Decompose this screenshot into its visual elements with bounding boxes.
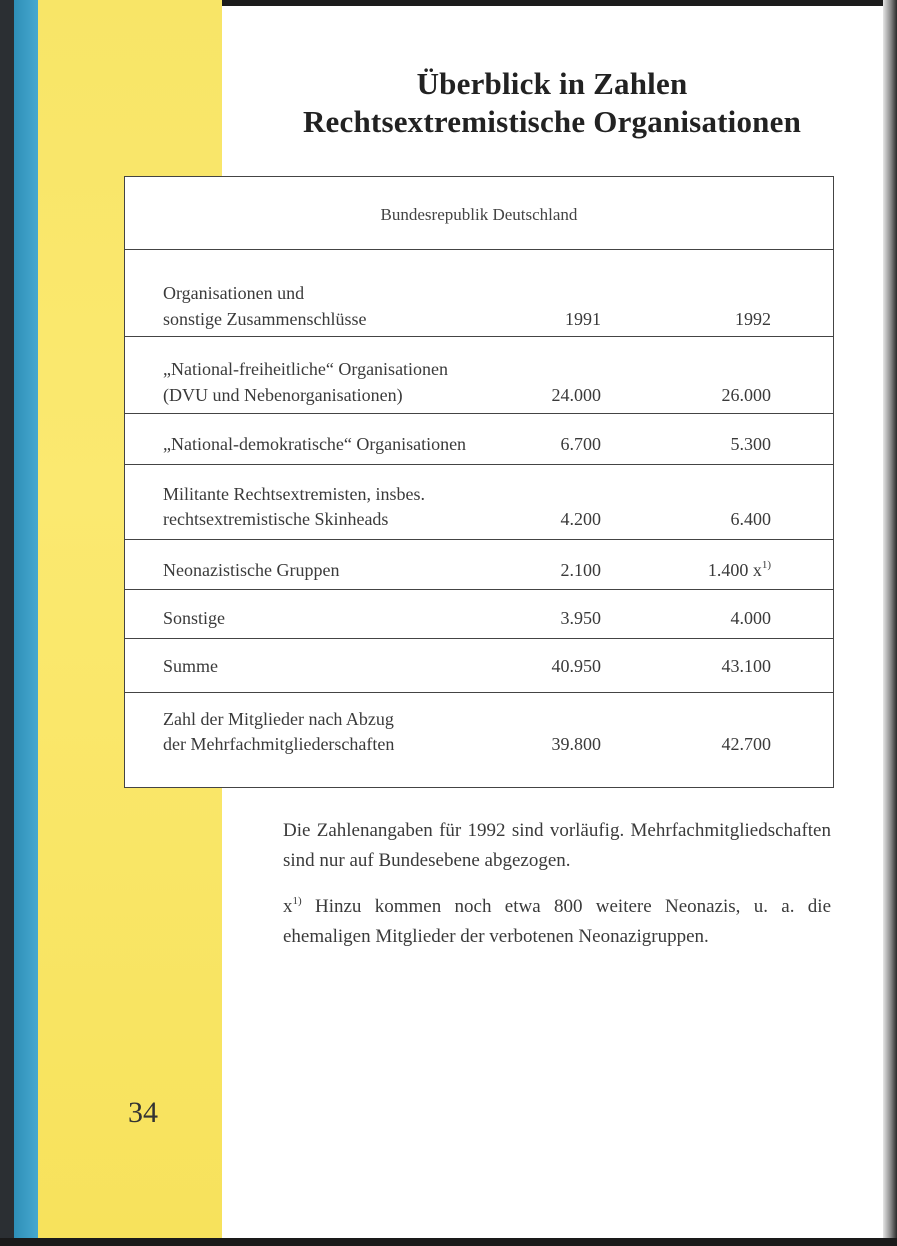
- page-title: Überblick in Zahlen: [416, 66, 688, 101]
- table-row-label: Summe: [163, 656, 219, 676]
- footnote-marker: 1): [761, 559, 771, 571]
- table-cell-1992: 42.700: [721, 734, 771, 754]
- scan-edge-right: [883, 0, 897, 1246]
- table-cell-1992: 4.000: [730, 608, 771, 628]
- table-cell-1991: 39.800: [551, 734, 601, 754]
- table-cell-1991: 4.200: [560, 509, 601, 529]
- table-row-label: Neonazistische Gruppen: [163, 560, 340, 580]
- table-row-label: „National-demokratische“ Organisationen: [163, 434, 467, 454]
- table-row-label: rechtsextremistische Skinheads: [163, 509, 389, 529]
- table-divider: [125, 539, 833, 540]
- table-cell-1992: [671, 558, 771, 582]
- table-divider: [125, 692, 833, 693]
- page-number: 34: [128, 1096, 158, 1129]
- footnote-marker-sup: 1): [292, 895, 302, 907]
- column-year-1992: 1992: [735, 309, 771, 329]
- table-cell-1991: 2.100: [560, 560, 601, 580]
- table-row-label: (DVU und Nebenorganisationen): [163, 385, 403, 405]
- table-cell-1991: 3.950: [560, 608, 601, 628]
- column-label-line2: sonstige Zusammenschlüsse: [163, 309, 367, 329]
- table-divider: [125, 336, 833, 337]
- table-cell-1991: 40.950: [551, 656, 601, 676]
- table-divider: [125, 589, 833, 590]
- table-row-label: der Mehrfachmitgliederschaften: [163, 734, 395, 754]
- table-row-label: Zahl der Mitglieder nach Abzug: [163, 709, 394, 729]
- table-cell-1991: 6.700: [560, 434, 601, 454]
- table-cell-1992: 26.000: [721, 385, 771, 405]
- table-cell-1992: 6.400: [730, 509, 771, 529]
- footnote-neonazis: [283, 892, 831, 952]
- table-cell-1992: 43.100: [721, 656, 771, 676]
- column-label-line1: Organisationen und: [163, 283, 305, 303]
- table-divider: [125, 249, 833, 250]
- footnote-preliminary: Die Zahlenangaben für 1992 sind vorläufig. Mehrfachmitgliedschaften sind nur auf Bundesebene abgezogen.: [283, 820, 831, 871]
- table-row-label: Militante Rechtsextremisten, insbes.: [163, 484, 425, 504]
- scan-edge-bottom: [0, 1238, 897, 1246]
- page-subtitle: Rechtsextremistische Organisationen: [302, 104, 802, 139]
- table-divider: [125, 464, 833, 465]
- column-year-1991: 1991: [565, 309, 601, 329]
- table-header: Bundesrepublik Deutschland: [380, 205, 578, 224]
- table-divider: [125, 638, 833, 639]
- table-row-label: „National-freiheitliche“ Organisationen: [163, 359, 449, 379]
- statistics-table: [124, 176, 834, 788]
- table-divider: [125, 413, 833, 414]
- table-row-label: Sonstige: [163, 608, 226, 628]
- table-cell-1992: 5.300: [730, 434, 771, 454]
- table-cell-value: 1.400 x: [707, 560, 762, 580]
- footnote-text: Hinzu kommen noch etwa 800 weitere Neonazis, u. a. die ehemaligen Mitglieder der verbotenen Neonazigruppen.: [283, 896, 831, 947]
- footnote-marker: x: [283, 896, 293, 917]
- table-cell-1991: 24.000: [551, 385, 601, 405]
- scan-edge-left: [0, 0, 14, 1246]
- blue-margin-strip: [14, 0, 38, 1240]
